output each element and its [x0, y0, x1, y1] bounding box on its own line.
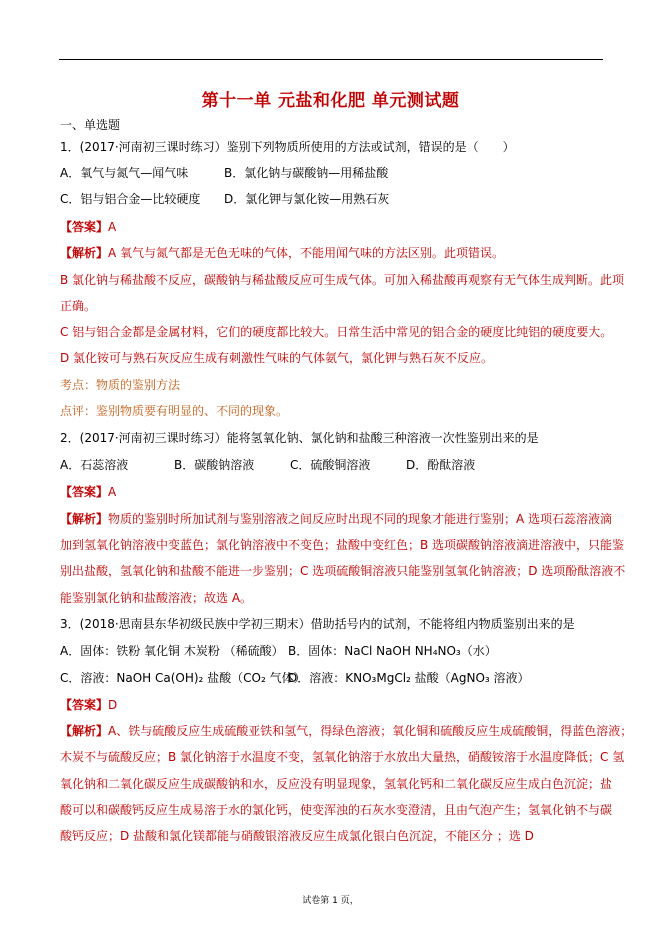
q1-kaodian: 考点：物质的鉴别方法 — [60, 378, 181, 392]
q1-analysis-line: C 铝与铝合金都是金属材料，它们的硬度都比较大。日常生活中常见的铝合金的硬度比纯铝的硬度要大。 — [60, 325, 613, 339]
answer-value: D — [108, 698, 118, 712]
q3-analysis-line: 酸钙反应；D 盐酸和氯化镁都能与硝酸银溶液反应生成氯化银白色沉淀，不能区分 ；选 D — [60, 829, 534, 843]
q3-analysis-line: 酸可以和碳酸钙反应生成易溶于水的氯化钙，使变浑浊的石灰水变澄清，且由气泡产生；氢氧化钠不与碳 — [60, 803, 613, 817]
answer-tag: 【答案】 — [60, 485, 109, 499]
q2-option-a: A．石蕊溶液 — [60, 458, 129, 472]
answer-tag: 【答案】 — [60, 220, 109, 234]
analysis-tag: 【解析】 — [60, 246, 109, 260]
q3-option-c: C．溶液：NaOH Ca(OH)₂ 盐酸（CO₂ 气体） — [60, 671, 306, 685]
q3-option-b: B．固体：NaCl NaOH NH₄NO₃（水） — [288, 644, 497, 658]
q1-analysis-line: D 氯化铵可与熟石灰反应生成有刺激性气味的气体氨气，氯化钾与熟石灰不反应。 — [60, 351, 494, 365]
q3-options-row-1 — [60, 643, 497, 659]
q3-analysis-line: 木炭不与硫酸反应；B 氯化钠溶于水温度不变，氢氧化钠溶于水放出大量热，硝酸铵溶于水温度降低；C 氢 — [60, 750, 625, 764]
q3-answer — [60, 697, 117, 713]
q2-option-b: B．碳酸钠溶液 — [174, 458, 255, 472]
q2-analysis-line — [60, 511, 612, 527]
q3-option-d: D．溶液：KNO₃MgCl₂ 盐酸（AgNO₃ 溶液） — [288, 671, 530, 685]
q1-option-d: D．氯化钾与氯化铵—用熟石灰 — [224, 192, 390, 206]
q1-option-c: C．铝与铝合金—比较硬度 — [60, 192, 201, 206]
q3-option-a: A．固体：铁粉 氧化铜 木炭粉 （稀硫酸） — [60, 644, 284, 658]
header-rule — [59, 59, 603, 60]
q1-option-b: B．氯化钠与碳酸钠—用稀盐酸 — [224, 166, 389, 180]
answer-tag: 【答案】 — [60, 698, 109, 712]
q3-options-row-2 — [60, 670, 530, 686]
q2-analysis-line: 别出盐酸，氢氧化钠和盐酸不能进一步鉴别；C 选项硫酸铜溶液只能鉴别氢氧化钠溶液；D 选项酚酞溶液不 — [60, 564, 626, 578]
answer-value: A — [108, 220, 117, 234]
q1-stem: 1．(2017·河南初三课时练习）鉴别下列物质所使用的方法或试剂，错误的是（ ） — [60, 140, 515, 154]
q2-option-c: C．硫酸铜溶液 — [290, 458, 371, 472]
analysis-text: A 氧气与氮气都是无色无味的气体，不能用闻气味的方法区别。此项错误。 — [108, 246, 505, 260]
analysis-tag: 【解析】 — [60, 512, 109, 526]
q1-analysis-line: 正确。 — [60, 299, 97, 313]
page-footer: 试卷第 1 页， — [302, 896, 359, 906]
q1-options-row-2 — [60, 191, 389, 207]
answer-value: A — [108, 485, 117, 499]
q2-answer — [60, 484, 116, 500]
q1-options-row-1 — [60, 165, 388, 181]
analysis-text: A、铁与硫酸反应生成硫酸亚铁和氢气，得绿色溶液；氧化铜和硫酸反应生成硫酸铜，得蓝色溶液； — [108, 724, 633, 738]
q1-answer — [60, 219, 116, 235]
q2-option-d: D．酚酞溶液 — [406, 458, 476, 472]
q3-analysis-line: 氧化钠和二氧化碳反应生成碳酸钠和水，反应没有明显现象，氢氧化钙和二氧化碳反应生成白色沉淀；盐 — [60, 777, 613, 791]
q1-analysis-line — [60, 245, 504, 261]
section-heading: 一、单选题 — [60, 118, 121, 132]
analysis-text: 物质的鉴别时所加试剂与鉴别溶液之间反应时出现不同的现象才能进行鉴别；A 选项石蕊溶液滴 — [108, 512, 613, 526]
q2-analysis-line: 能鉴别氯化钠和盐酸溶液；故选 A。 — [60, 591, 253, 605]
analysis-tag: 【解析】 — [60, 724, 109, 738]
q2-options-row — [60, 457, 475, 473]
page-title: 第十一单 元盐和化肥 单元测试题 — [201, 91, 460, 111]
q2-stem: 2．(2017·河南初三课时练习）能将氢氧化钠、氯化钠和盐酸三种溶液一次性鉴别出来的是 — [60, 431, 539, 445]
q1-dianping: 点评：鉴别物质要有明显的、不同的现象。 — [60, 404, 289, 418]
q3-analysis-line — [60, 723, 632, 739]
q3-stem: 3．(2018·思南县东华初级民族中学初三期末）借助括号内的试剂，不能将组内物质鉴别出来的是 — [60, 617, 575, 631]
q2-analysis-line: 加到氢氧化钠溶液中变蓝色；氯化钠溶液中不变色；盐酸中变红色；B 选项碳酸钠溶液滴进溶液中，只能鉴 — [60, 538, 625, 552]
q1-analysis-line: B 氯化钠与稀盐酸不反应，碳酸钠与稀盐酸反应可生成气体。可加入稀盐酸再观察有无气体生成判断。此项 — [60, 273, 625, 287]
q1-option-a: A．氧气与氮气—闻气味 — [60, 166, 189, 180]
